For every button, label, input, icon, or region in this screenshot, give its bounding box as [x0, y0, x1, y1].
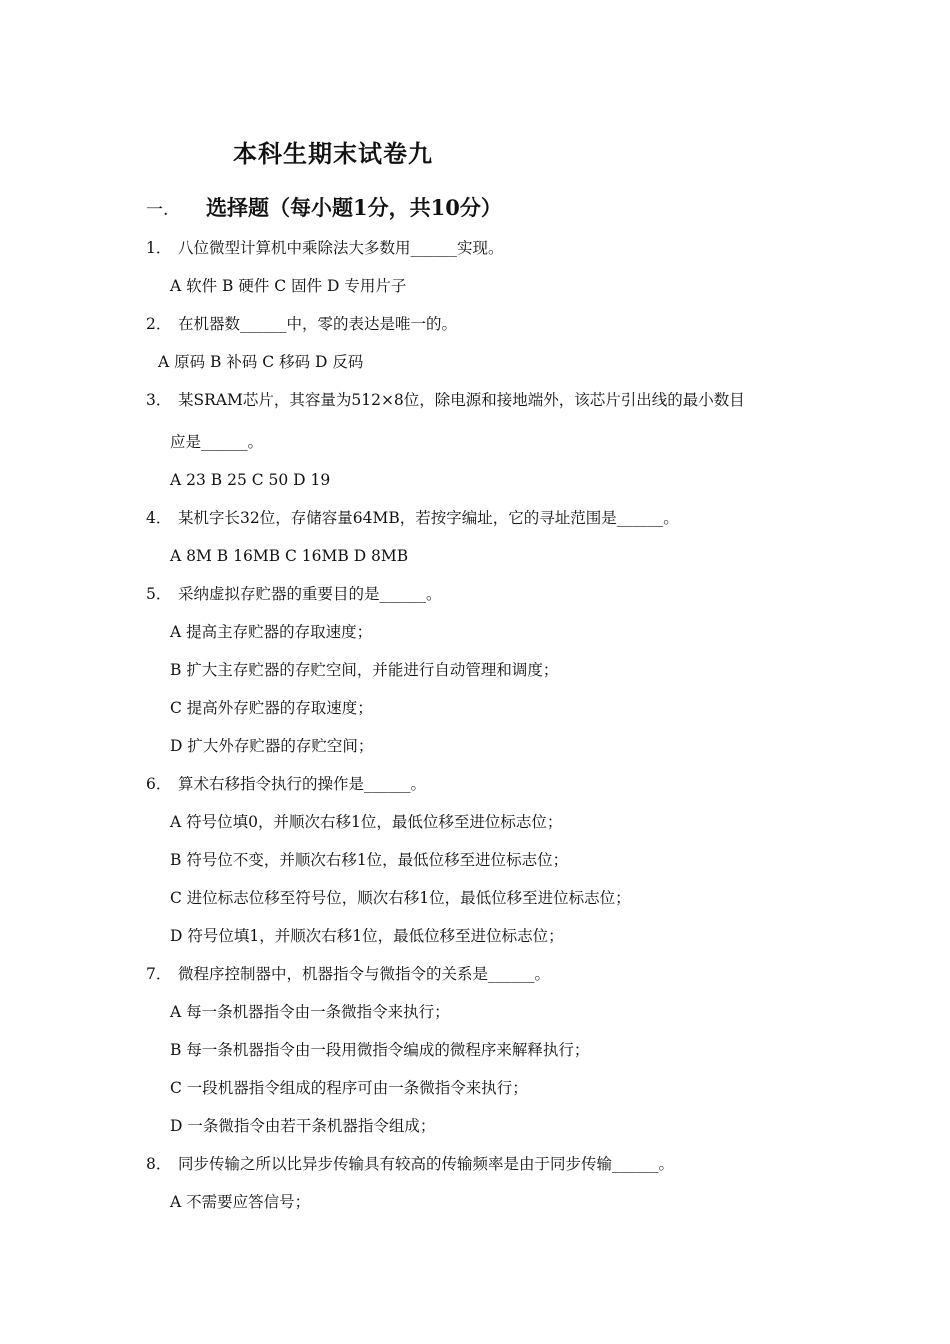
- option-line: [170, 887, 631, 909]
- question-number: 7．: [146, 965, 172, 983]
- question-number: 1．: [146, 239, 172, 257]
- section-number: 一.: [146, 200, 169, 220]
- question-line: [146, 963, 550, 985]
- option-line: [170, 1039, 589, 1061]
- question-continuation: [170, 431, 263, 453]
- option-text: C 一段机器指令组成的程序可由一条微指令来执行；: [170, 1079, 528, 1097]
- option-line: [170, 697, 373, 719]
- option-line: [170, 1001, 450, 1023]
- option-text: A 每一条机器指令由一条微指令来执行；: [170, 1003, 450, 1021]
- question-text: 在机器数______中，零的表达是唯一的。: [178, 315, 458, 333]
- option-line: [170, 469, 330, 491]
- option-line: [170, 1191, 310, 1213]
- option-text: A 软件 B 硬件 C 固件 D 专用片子: [170, 277, 407, 295]
- question-text: 采纳虚拟存贮器的重要目的是______。: [178, 585, 442, 603]
- question-line: [146, 583, 442, 605]
- question-line: [146, 507, 679, 529]
- section-heading: [146, 192, 502, 222]
- option-text: D 符号位填1，并顺次右移1位，最低位移至进位标志位；: [170, 927, 564, 945]
- option-line: [170, 659, 558, 681]
- question-number: 4．: [146, 509, 172, 527]
- question-line: [146, 389, 745, 411]
- question-text: 算术右移指令执行的操作是______。: [178, 775, 427, 793]
- question-line: [146, 313, 457, 335]
- question-text: 应是______。: [170, 433, 264, 451]
- section-title: 选择题（每小题1分，共10分）: [206, 195, 502, 220]
- exam-title: 本科生期末试卷九: [233, 140, 433, 168]
- question-line: [146, 773, 426, 795]
- option-line: [158, 351, 363, 373]
- option-text: B 符号位不变，并顺次右移1位，最低位移至进位标志位；: [170, 851, 569, 869]
- option-text: C 提高外存贮器的存取速度；: [170, 699, 373, 717]
- option-text: B 扩大主存贮器的存贮空间，并能进行自动管理和调度；: [170, 661, 559, 679]
- question-text: 微程序控制器中，机器指令与微指令的关系是______。: [178, 965, 551, 983]
- option-line: [170, 811, 562, 833]
- question-number: 3．: [146, 391, 172, 409]
- option-line: [170, 545, 408, 567]
- question-text: 八位微型计算机中乘除法大多数用______实现。: [178, 239, 504, 257]
- question-text: 某SRAM芯片，其容量为512×8位，除电源和接地端外，该芯片引出线的最小数目: [178, 391, 745, 409]
- option-line: [170, 275, 406, 297]
- question-line: [146, 1153, 674, 1175]
- option-text: B 每一条机器指令由一段用微指令编成的微程序来解释执行；: [170, 1041, 590, 1059]
- option-line: [170, 1077, 528, 1099]
- option-text: A 8M B 16MB C 16MB D 8MB: [170, 547, 409, 565]
- option-line: [170, 735, 373, 757]
- option-text: D 扩大外存贮器的存贮空间；: [170, 737, 374, 755]
- option-text: C 进位标志位移至符号位，顺次右移1位，最低位移至进位标志位；: [170, 889, 631, 907]
- question-number: 2．: [146, 315, 172, 333]
- question-text: 某机字长32位，存储容量64MB，若按字编址，它的寻址范围是______。: [178, 509, 679, 527]
- question-text: 同步传输之所以比异步传输具有较高的传输频率是由于同步传输______。: [178, 1155, 675, 1173]
- option-text: D 一条微指令由若干条机器指令组成；: [170, 1117, 436, 1135]
- question-line: [146, 237, 504, 259]
- option-line: [170, 621, 372, 643]
- question-number: 8．: [146, 1155, 172, 1173]
- option-text: A 符号位填0，并顺次右移1位，最低位移至进位标志位；: [170, 813, 563, 831]
- option-line: [170, 925, 564, 947]
- option-text: A 不需要应答信号；: [170, 1193, 311, 1211]
- option-text: A 提高主存贮器的存取速度；: [170, 623, 373, 641]
- question-number: 6．: [146, 775, 172, 793]
- option-text: A 原码 B 补码 C 移码 D 反码: [158, 353, 364, 371]
- option-line: [170, 849, 568, 871]
- question-number: 5．: [146, 585, 172, 603]
- option-text: A 23 B 25 C 50 D 19: [170, 471, 331, 489]
- option-line: [170, 1115, 435, 1137]
